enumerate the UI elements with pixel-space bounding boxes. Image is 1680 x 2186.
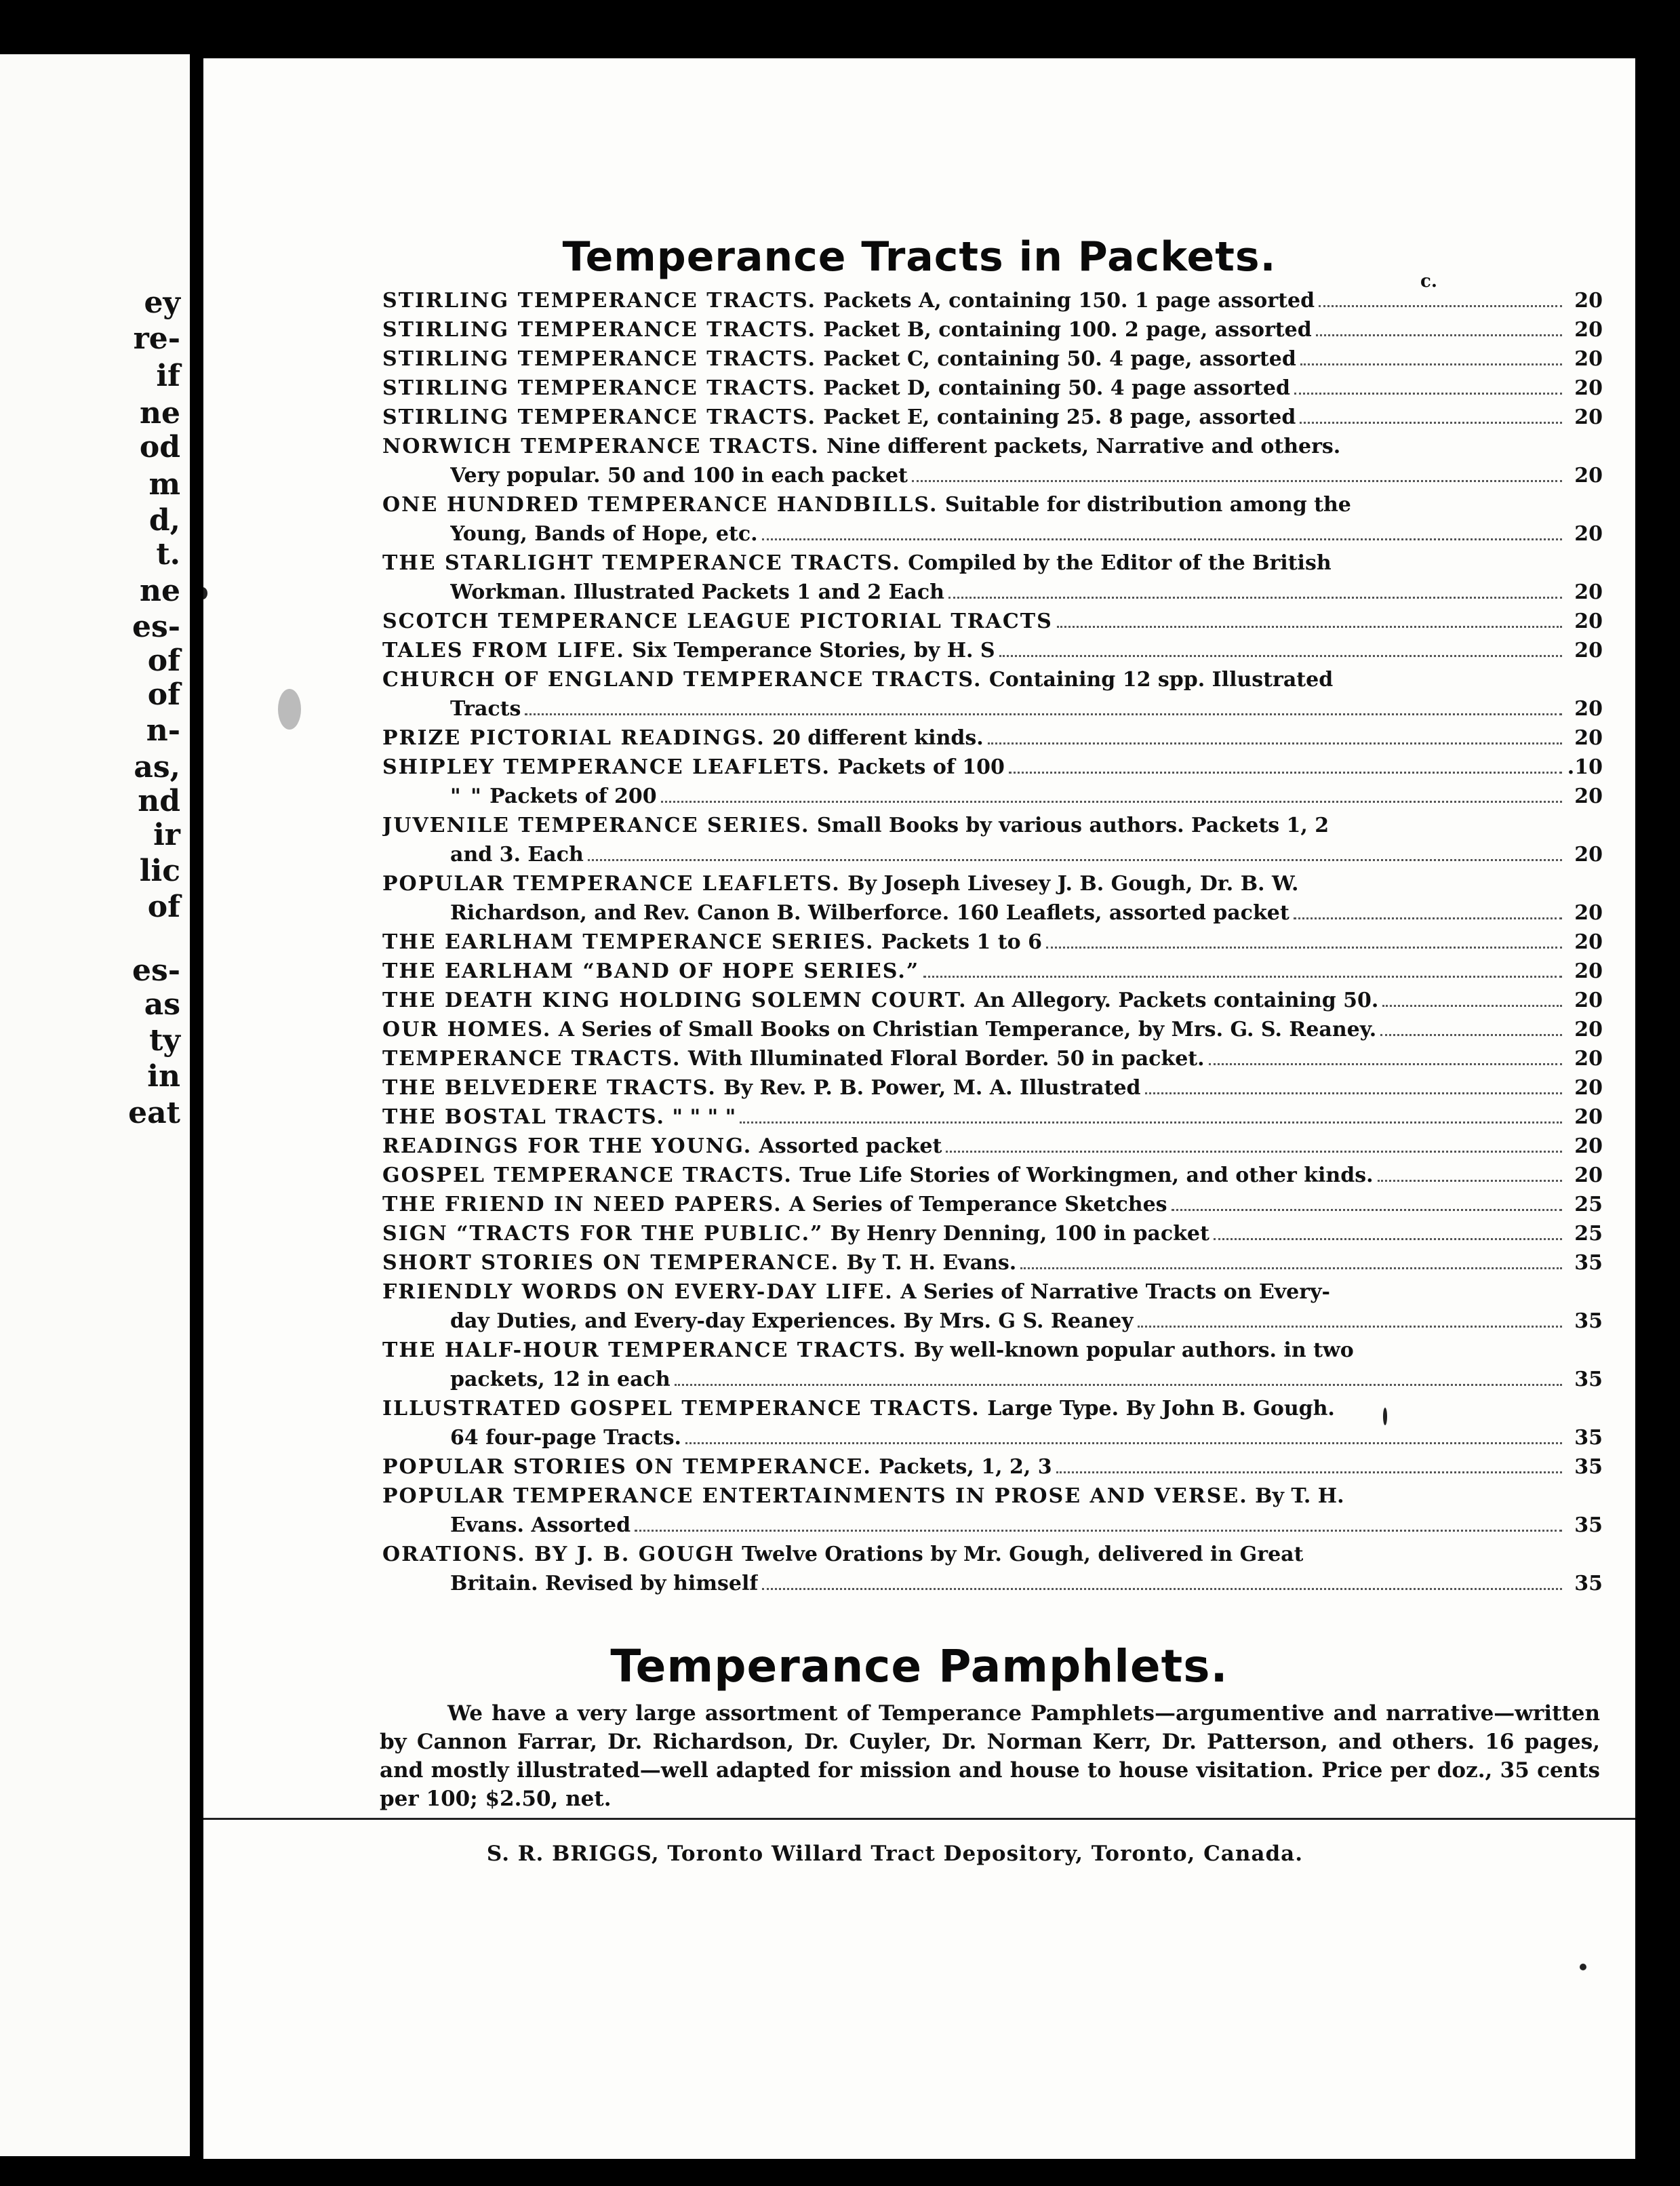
tract-price: 35 <box>1574 1309 1603 1333</box>
tract-row <box>382 1368 1603 1397</box>
adjacent-page-fragment: lic <box>139 854 180 888</box>
adjacent-page-fragment: od <box>139 430 180 464</box>
tract-text <box>450 697 521 721</box>
tract-description: Packets of 100 <box>830 755 1005 779</box>
adjacent-page-fragment: nd <box>138 784 180 818</box>
tract-title: THE BELVEDERE TRACTS. <box>382 1076 717 1100</box>
tract-row <box>382 464 1603 493</box>
tract-row <box>382 376 1603 405</box>
dot-leader <box>1057 625 1562 628</box>
tract-text <box>382 1338 1354 1362</box>
dot-leader <box>1294 392 1562 395</box>
tract-price: 20 <box>1574 639 1603 662</box>
tract-price: 20 <box>1574 1076 1603 1100</box>
tract-description: Containing 12 spp. Illustrated <box>982 668 1334 692</box>
tract-row <box>382 347 1603 376</box>
dot-leader <box>588 858 1562 861</box>
dot-leader <box>685 1442 1562 1444</box>
adjacent-page-fragment: ne <box>140 396 180 431</box>
tract-text <box>450 843 584 867</box>
tract-description: By T. H. <box>1247 1484 1344 1508</box>
tract-price: 20 <box>1574 289 1603 313</box>
tract-price: 20 <box>1574 697 1603 721</box>
dot-leader <box>1319 304 1562 307</box>
dot-leader <box>988 742 1562 744</box>
tract-row <box>382 1047 1603 1076</box>
pamphlets-paragraph: We have a very large assortment of Temperance Pamphlets—argumentive and narrative—written by Cannon Farrar, Dr. Richardson, Dr. Cuyler, Dr. Norman Kerr, Dr. Patterson, and others. 16 pages, and mostly illustrated—well adapted for mission and house to house visitation. Price per doz., 35 cents per 100; $2.50, net. <box>380 1701 1600 1811</box>
tract-row <box>382 1338 1603 1368</box>
tract-description: Workman. Illustrated Packets 1 and 2 Each <box>450 580 944 604</box>
dot-leader <box>923 975 1562 978</box>
adjacent-page-fragment: t. <box>156 537 180 572</box>
tract-title: STIRLING TEMPERANCE TRACTS. <box>382 289 816 313</box>
adjacent-page-fragment: n- <box>146 713 180 748</box>
dot-leader <box>1020 1267 1562 1269</box>
dot-leader <box>1214 1237 1562 1240</box>
tract-row <box>382 435 1603 464</box>
tract-description: By T. H. Evans. <box>839 1251 1017 1275</box>
tract-text <box>450 522 758 546</box>
tract-row <box>382 1397 1603 1426</box>
tract-title: THE BOSTAL TRACTS. <box>382 1105 665 1129</box>
tract-title: POPULAR STORIES ON TEMPERANCE. <box>382 1455 872 1479</box>
tract-title: SHIPLEY TEMPERANCE LEAFLETS. <box>382 755 831 779</box>
adjacent-page-fragment: d, <box>148 503 180 538</box>
dot-leader <box>762 538 1562 540</box>
tract-price: .10 <box>1567 755 1603 779</box>
dot-leader <box>1046 946 1562 949</box>
tract-text <box>450 901 1289 925</box>
tract-price: 35 <box>1574 1455 1603 1479</box>
dot-leader <box>1300 363 1562 365</box>
section-title-pamphlets: Temperance Pamphlets. <box>610 1640 1228 1692</box>
tract-row <box>382 901 1603 930</box>
tract-text <box>382 1251 1016 1275</box>
tract-description: Large Type. By John B. Gough. <box>980 1397 1335 1420</box>
tract-text <box>382 930 1042 954</box>
tract-title: " " <box>450 784 483 808</box>
tract-price: 20 <box>1574 1018 1603 1041</box>
dot-leader <box>1172 1208 1562 1211</box>
tract-text <box>382 610 1053 633</box>
tract-row <box>382 755 1603 784</box>
dot-leader <box>1316 334 1562 336</box>
tract-title: JUVENILE TEMPERANCE SERIES. <box>382 814 810 837</box>
dot-leader <box>740 1121 1562 1124</box>
tract-row <box>382 551 1603 580</box>
tract-description: Very popular. 50 and 100 in each packet <box>450 464 908 488</box>
tract-text <box>382 1164 1374 1187</box>
tract-description: Packets of 200 <box>482 784 657 808</box>
tract-text <box>450 1426 681 1450</box>
adjacent-page-fragment: ty <box>149 1023 180 1058</box>
tract-text <box>382 347 1296 371</box>
tract-price: 35 <box>1574 1368 1603 1391</box>
tract-row <box>382 289 1603 318</box>
tract-row <box>382 1164 1603 1193</box>
tract-title: THE EARLHAM “BAND OF HOPE SERIES.” <box>382 959 920 983</box>
tract-description: Suitable for distribution among the <box>938 493 1351 517</box>
tract-text <box>382 872 1298 896</box>
tract-row <box>382 989 1603 1018</box>
tract-text <box>382 814 1329 837</box>
tract-row <box>382 784 1603 814</box>
tract-text <box>382 1397 1335 1420</box>
tract-row <box>382 697 1603 726</box>
tract-text <box>382 1543 1303 1566</box>
tract-description: With Illuminated Floral Border. 50 in packet. <box>681 1047 1205 1071</box>
dot-leader <box>1209 1062 1562 1065</box>
tract-row <box>382 318 1603 347</box>
tract-description: By Henry Denning, 100 in packet <box>823 1222 1209 1246</box>
tract-price: 20 <box>1574 405 1603 429</box>
tract-text <box>382 289 1315 313</box>
tract-text <box>450 580 944 604</box>
dot-leader <box>1382 1004 1562 1007</box>
adjacent-page-fragment: as <box>144 987 180 1022</box>
tract-price: 20 <box>1574 726 1603 750</box>
tract-description: True Life Stories of Workingmen, and other kinds. <box>792 1164 1374 1187</box>
tract-text <box>382 1455 1052 1479</box>
tract-price: 20 <box>1574 784 1603 808</box>
tract-title: TALES FROM LIFE. <box>382 639 625 662</box>
tract-title: POPULAR TEMPERANCE ENTERTAINMENTS IN PROSE AND VERSE. <box>382 1484 1248 1508</box>
tract-row <box>382 1105 1603 1134</box>
dot-leader <box>661 800 1562 803</box>
tract-text <box>382 1484 1344 1508</box>
tract-row <box>382 843 1603 872</box>
tract-title: STIRLING TEMPERANCE TRACTS. <box>382 405 816 429</box>
tract-row <box>382 1222 1603 1251</box>
document-page <box>203 58 1635 2159</box>
tract-title: THE STARLIGHT TEMPERANCE TRACTS. <box>382 551 901 575</box>
tract-title: SIGN “TRACTS FOR THE PUBLIC.” <box>382 1222 824 1246</box>
tract-price: 20 <box>1574 1134 1603 1158</box>
tract-description: and 3. Each <box>450 843 584 867</box>
tract-title: THE HALF-HOUR TEMPERANCE TRACTS. <box>382 1338 907 1362</box>
tract-title: OUR HOMES. <box>382 1018 552 1041</box>
dot-leader <box>999 654 1562 657</box>
tract-price: 20 <box>1574 843 1603 867</box>
tract-description: By Joseph Livesey J. B. Gough, Dr. B. W. <box>840 872 1299 896</box>
adjacent-page-fragment: ey <box>144 285 180 320</box>
tract-text <box>382 435 1340 458</box>
tract-description: day Duties, and Every-day Experiences. By Mrs. G S. Reaney <box>450 1309 1134 1333</box>
tract-text <box>382 639 995 662</box>
tract-price: 20 <box>1574 959 1603 983</box>
tract-title: TEMPERANCE TRACTS. <box>382 1047 681 1071</box>
tract-text <box>450 784 657 808</box>
adjacent-page-strip <box>0 54 190 2156</box>
tract-price: 20 <box>1574 1105 1603 1129</box>
tract-description: A Series of Temperance Sketches <box>782 1193 1167 1216</box>
tract-title: ONE HUNDRED TEMPERANCE HANDBILLS. <box>382 493 938 517</box>
dot-leader <box>912 479 1562 482</box>
tract-title: FRIENDLY WORDS ON EVERY-DAY LIFE. <box>382 1280 894 1304</box>
tract-price: 20 <box>1574 347 1603 371</box>
tract-text <box>382 959 919 983</box>
tract-text <box>382 376 1290 400</box>
tract-description: Young, Bands of Hope, etc. <box>450 522 758 546</box>
tract-row <box>382 1455 1603 1484</box>
adjacent-page-fragment: of <box>147 890 180 924</box>
tract-row <box>382 1193 1603 1222</box>
tract-price: 35 <box>1574 1513 1603 1537</box>
tract-title: SHORT STORIES ON TEMPERANCE. <box>382 1251 840 1275</box>
tract-text <box>382 726 984 750</box>
tract-price: 35 <box>1574 1251 1603 1275</box>
tract-row <box>382 522 1603 551</box>
tract-title: POPULAR TEMPERANCE LEAFLETS. <box>382 872 841 896</box>
tract-text <box>382 1105 736 1129</box>
tract-row <box>382 580 1603 610</box>
tract-price: 20 <box>1574 464 1603 488</box>
tract-text <box>450 1572 758 1595</box>
tract-description: Twelve Orations by Mr. Gough, delivered in Great <box>734 1543 1304 1566</box>
tract-description: Compiled by the Editor of the British <box>900 551 1332 575</box>
tract-description: Packets A, containing 150. 1 page assorted <box>816 289 1315 313</box>
tract-row <box>382 1018 1603 1047</box>
tract-list <box>382 289 1603 1601</box>
tract-title: STIRLING TEMPERANCE TRACTS. <box>382 318 816 342</box>
tract-title: ILLUSTRATED GOSPEL TEMPERANCE TRACTS. <box>382 1397 980 1420</box>
dot-leader <box>1378 1179 1562 1182</box>
tract-description: Packets 1 to 6 <box>874 930 1042 954</box>
tract-text <box>450 464 908 488</box>
adjacent-page-fragment: as, <box>134 750 180 784</box>
tract-row <box>382 872 1603 901</box>
ink-speck <box>203 587 207 599</box>
adjacent-page-fragment: eat <box>128 1096 180 1130</box>
tract-row <box>382 668 1603 697</box>
tract-text <box>382 668 1333 692</box>
tract-price: 20 <box>1574 376 1603 400</box>
tract-text <box>382 989 1378 1012</box>
tract-text <box>382 405 1296 429</box>
tract-description: A Series of Narrative Tracts on Every- <box>893 1280 1330 1304</box>
tract-title: STIRLING TEMPERANCE TRACTS. <box>382 347 816 371</box>
tract-description: Assorted packet <box>752 1134 942 1158</box>
dot-leader <box>1056 1471 1562 1473</box>
tract-row <box>382 959 1603 989</box>
tract-description: Packet C, containing 50. 4 page, assorted <box>816 347 1296 371</box>
ink-smudge <box>278 689 301 730</box>
tract-description: packets, 12 in each <box>450 1368 671 1391</box>
publisher-imprint: S. R. BRIGGS, Toronto Willard Tract Depository, Toronto, Canada. <box>486 1842 1304 1866</box>
tract-price: 25 <box>1574 1193 1603 1216</box>
tract-description: Packets, 1, 2, 3 <box>871 1455 1052 1479</box>
adjacent-page-fragment: of <box>147 677 180 712</box>
tract-price: 35 <box>1574 1572 1603 1595</box>
tract-price: 20 <box>1574 580 1603 604</box>
page-title: Temperance Tracts in Packets. <box>562 233 1277 281</box>
tract-row <box>382 814 1603 843</box>
tract-description: Packet E, containing 25. 8 page, assorted <box>816 405 1296 429</box>
tract-price: 20 <box>1574 1164 1603 1187</box>
tract-text <box>382 551 1332 575</box>
tract-price: 20 <box>1574 930 1603 954</box>
tract-title: GOSPEL TEMPERANCE TRACTS. <box>382 1164 793 1187</box>
tract-title: SCOTCH TEMPERANCE LEAGUE PICTORIAL TRACTS <box>382 610 1053 633</box>
tract-row <box>382 1543 1603 1572</box>
tract-row <box>382 610 1603 639</box>
price-column-header: c. <box>1420 271 1437 292</box>
adjacent-page-fragment: es- <box>132 953 180 988</box>
tract-price: 35 <box>1574 1426 1603 1450</box>
tract-text <box>450 1309 1134 1333</box>
tract-description: A Series of Small Books on Christian Temperance, by Mrs. G. S. Reaney. <box>551 1018 1377 1041</box>
tract-title: NORWICH TEMPERANCE TRACTS. <box>382 435 820 458</box>
tract-text <box>382 1076 1141 1100</box>
tract-description: Evans. Assorted <box>450 1513 631 1537</box>
tract-title: THE EARLHAM TEMPERANCE SERIES. <box>382 930 875 954</box>
dot-leader <box>635 1529 1562 1532</box>
tract-title: CHURCH OF ENGLAND TEMPERANCE TRACTS. <box>382 668 982 692</box>
dot-leader <box>675 1383 1562 1386</box>
tract-price: 20 <box>1574 318 1603 342</box>
tract-description: Small Books by various authors. Packets 1, 2 <box>809 814 1329 837</box>
tract-text <box>382 1280 1330 1304</box>
tract-price: 20 <box>1574 610 1603 633</box>
tract-title: THE FRIEND IN NEED PAPERS. <box>382 1193 782 1216</box>
tract-text <box>382 1134 942 1158</box>
tract-title: READINGS FOR THE YOUNG. <box>382 1134 753 1158</box>
tract-description: " " " " <box>664 1105 736 1129</box>
tract-row <box>382 726 1603 755</box>
adjacent-page-fragment: ne <box>140 574 180 608</box>
adjacent-page-fragment: of <box>147 643 180 678</box>
tract-description: By well-known popular authors. in two <box>906 1338 1354 1362</box>
tract-text <box>382 493 1351 517</box>
tract-description: 20 different kinds. <box>765 726 984 750</box>
dot-leader <box>1009 771 1562 774</box>
tract-text <box>450 1513 631 1537</box>
tract-row <box>382 1251 1603 1280</box>
dot-leader <box>1300 421 1562 424</box>
adjacent-page-fragment: re- <box>133 321 180 356</box>
tract-row <box>382 1513 1603 1543</box>
tract-title: PRIZE PICTORIAL READINGS. <box>382 726 765 750</box>
tract-text <box>382 1193 1167 1216</box>
tract-title: ORATIONS. BY J. B. GOUGH <box>382 1543 735 1566</box>
dot-leader <box>1380 1033 1562 1036</box>
tract-price: 20 <box>1574 522 1603 546</box>
tract-row <box>382 1134 1603 1164</box>
tract-row <box>382 1076 1603 1105</box>
dot-leader <box>946 1150 1562 1153</box>
tract-row <box>382 1426 1603 1455</box>
tract-description: An Allegory. Packets containing 50. <box>967 989 1379 1012</box>
dot-leader <box>525 713 1562 715</box>
tract-row <box>382 1572 1603 1601</box>
tract-text <box>382 755 1005 779</box>
tract-row <box>382 930 1603 959</box>
adjacent-page-fragment: ir <box>153 818 180 852</box>
tract-row <box>382 1280 1603 1309</box>
tract-description: Britain. Revised by himself <box>450 1572 759 1595</box>
tract-row <box>382 1484 1603 1513</box>
tract-description: Six Temperance Stories, by H. S <box>624 639 995 662</box>
tract-text <box>382 318 1312 342</box>
tract-text <box>382 1047 1205 1071</box>
tract-description: 64 four-page Tracts. <box>450 1426 681 1450</box>
tract-description: Tracts <box>450 697 521 721</box>
adjacent-page-fragment: in <box>147 1059 180 1094</box>
tract-row <box>382 405 1603 435</box>
tract-description: Packet D, containing 50. 4 page assorted <box>816 376 1290 400</box>
tract-text <box>382 1018 1376 1041</box>
tract-row <box>382 639 1603 668</box>
ink-speck <box>1383 1408 1387 1425</box>
tract-price: 20 <box>1574 901 1603 925</box>
tract-price: 20 <box>1574 989 1603 1012</box>
tract-title: THE DEATH KING HOLDING SOLEMN COURT. <box>382 989 967 1012</box>
dot-leader <box>1145 1092 1562 1094</box>
tract-price: 20 <box>1574 1047 1603 1071</box>
tract-text <box>382 1222 1209 1246</box>
tract-description: By Rev. P. B. Power, M. A. Illustrated <box>716 1076 1141 1100</box>
ink-speck <box>1580 1964 1586 1970</box>
tract-row <box>382 1309 1603 1338</box>
adjacent-page-fragment: m <box>148 467 180 502</box>
dot-leader <box>1294 917 1562 919</box>
dot-leader <box>1138 1325 1562 1328</box>
tract-text <box>450 1368 671 1391</box>
tract-description: Richardson, and Rev. Canon B. Wilberforce. 160 Leaflets, assorted packet <box>450 901 1289 925</box>
dot-leader <box>948 596 1562 599</box>
tract-description: Nine different packets, Narrative and others. <box>819 435 1341 458</box>
divider-rule <box>203 1818 1635 1820</box>
tract-price: 25 <box>1574 1222 1603 1246</box>
tract-description: Packet B, containing 100. 2 page, assorted <box>816 318 1312 342</box>
tract-row <box>382 493 1603 522</box>
adjacent-page-fragment: if <box>156 359 180 393</box>
tract-title: STIRLING TEMPERANCE TRACTS. <box>382 376 816 400</box>
dot-leader <box>762 1587 1562 1590</box>
adjacent-page-fragment: es- <box>132 610 180 644</box>
